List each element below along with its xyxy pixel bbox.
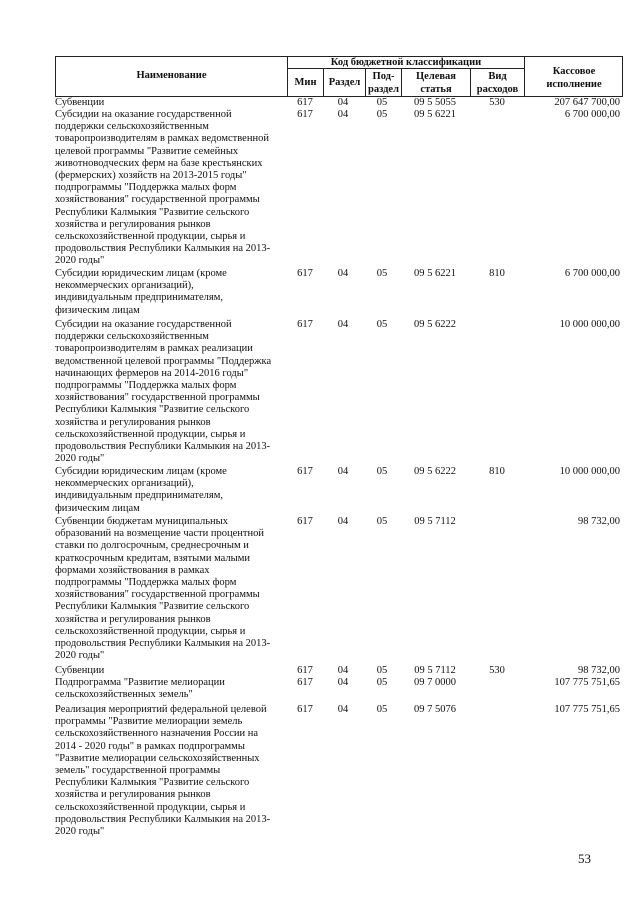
row-name: Реализация мероприятий федеральной целевой программы "Развитие мелиорации земель сельскохозяйственного назначения России на 2014 - 2020 годы" в рамках подпрограммы "Развитие мелиорации сельскохозяйственных земель" государственной программы Республики Калмыкия "Развитие сельского хозяйства и регулирования рынков сельскохозяйственной продукции, сырья и продовольствия Республики Калмыкия на 2013- 2020 годы" — [55, 704, 271, 838]
row-min: 617 — [297, 97, 313, 108]
row-expense-type: 810 — [489, 466, 505, 477]
row-podrazdel: 05 — [376, 268, 388, 279]
row-name: Субсидии юридическим лицам (кроме некоммерческих организаций), индивидуальным предпринимателям, физическим лицам — [55, 268, 227, 316]
row-min: 617 — [297, 466, 313, 477]
row-name: Субвенции — [55, 665, 105, 676]
header-vid — [471, 71, 524, 95]
row-min: 617 — [297, 268, 313, 279]
row-podrazdel: 05 — [376, 466, 388, 477]
header-razdel: Раздел — [328, 77, 361, 88]
header-vid-line2: расходов — [476, 84, 519, 95]
row-razdel: 04 — [337, 109, 349, 120]
row-target-article: 09 5 6221 — [414, 268, 456, 279]
row-min: 617 — [297, 665, 313, 676]
row-razdel: 04 — [337, 677, 349, 688]
row-target-article: 09 5 6222 — [414, 466, 456, 477]
row-amount: 98 732,00 — [578, 665, 620, 676]
row-amount: 6 700 000,00 — [564, 268, 620, 279]
header-name: Наименование — [136, 70, 207, 81]
row-razdel: 04 — [337, 268, 349, 279]
header-amount-line2: исполнение — [546, 79, 602, 90]
header-podrazdel-line1: Под- — [372, 71, 395, 82]
row-min: 617 — [297, 677, 313, 688]
header-stat-line1: Целевая — [416, 71, 456, 82]
row-amount: 107 775 751,65 — [554, 704, 620, 715]
row-razdel: 04 — [337, 665, 349, 676]
row-amount: 98 732,00 — [578, 516, 620, 527]
row-min: 617 — [297, 319, 313, 330]
row-target-article: 09 5 7112 — [414, 665, 456, 676]
row-razdel: 04 — [337, 466, 349, 477]
row-name: Субсидии на оказание государственной поддержки сельскохозяйственным товаропроизводителям в рамках ведомственной целевой программы "Развитие семейных животноводческих ферм на базе крестьянских (фермерских) хозяйств на 2013-2015 годы" подпрограммы "Поддержка малых форм хозяйствования" государственной программы Республики Калмыкия "Развитие сельского хозяйства и регулирования рынков сельскохозяйственной продукции, сырья и продовольствия Республики Калмыкия на 2013- 2020 годы" — [55, 109, 271, 267]
row-podrazdel: 05 — [376, 704, 388, 715]
header-stat — [402, 71, 470, 95]
row-amount: 10 000 000,00 — [559, 466, 620, 477]
header-podrazdel-line2: раздел — [368, 84, 399, 95]
header-min: Мин — [294, 77, 317, 88]
row-razdel: 04 — [337, 516, 349, 527]
row-podrazdel: 05 — [376, 319, 388, 330]
row-razdel: 04 — [337, 97, 349, 108]
row-target-article: 09 7 5076 — [414, 704, 456, 715]
row-podrazdel: 05 — [376, 97, 388, 108]
page-number: 53 — [578, 851, 591, 866]
row-amount: 6 700 000,00 — [564, 109, 620, 120]
row-target-article: 09 5 5055 — [414, 97, 456, 108]
row-podrazdel: 05 — [376, 516, 388, 527]
header-amount — [525, 66, 623, 90]
row-min: 617 — [297, 109, 313, 120]
row-target-article: 09 5 6221 — [414, 109, 456, 120]
header-amount-line1: Кассовое — [552, 66, 596, 77]
header-stat-line2: статья — [420, 84, 452, 95]
row-amount: 107 775 751,65 — [554, 677, 620, 688]
row-target-article: 09 7 0000 — [414, 677, 456, 688]
row-podrazdel: 05 — [376, 665, 388, 676]
row-expense-type: 530 — [489, 97, 505, 108]
row-amount: 10 000 000,00 — [559, 319, 620, 330]
row-podrazdel: 05 — [376, 677, 388, 688]
header-vid-line1: Вид — [488, 71, 507, 82]
row-name: Субвенции — [55, 97, 105, 108]
row-name: Субсидии юридическим лицам (кроме некоммерческих организаций), индивидуальным предпринимателям, физическим лицам — [55, 466, 227, 514]
row-razdel: 04 — [337, 319, 349, 330]
header-podrazdel — [366, 71, 401, 95]
table-header — [55, 56, 623, 97]
row-name: Субвенции бюджетам муниципальных образований на возмещение части процентной ставки по долгосрочным, среднесрочным и краткосрочным кредитам, взятыми малыми формами хозяйствования в рамках подпрограммы "Поддержка малых форм хозяйствования" государственной программы Республики Калмыкия "Развитие сельского хозяйства и регулирования рынков сельскохозяйственной продукции, сырья и продовольствия Республики Калмыкия на 2013- 2020 годы" — [55, 516, 271, 662]
row-razdel: 04 — [337, 704, 349, 715]
row-expense-type: 530 — [489, 665, 505, 676]
row-target-article: 09 5 6222 — [414, 319, 456, 330]
header-code-group: Код бюджетной классификации — [330, 57, 482, 68]
row-target-article: 09 5 7112 — [414, 516, 456, 527]
row-name: Подпрограмма "Развитие мелиорации сельскохозяйственных земель" — [55, 677, 225, 701]
row-name: Субсидии на оказание государственной поддержки сельскохозяйственным товаропроизводителям в рамках реализации ведомственной целевой программы "Поддержка начинающих фермеров на 2014-2016 годы" подпрограммы "Поддержка малых форм хозяйствования" государственной программы Республики Калмыкия "Развитие сельского хозяйства и регулирования рынков сельскохозяйственной продукции, сырья и продовольствия Республики Калмыкия на 2013- 2020 годы" — [55, 319, 272, 465]
row-podrazdel: 05 — [376, 109, 388, 120]
row-expense-type: 810 — [489, 268, 505, 279]
row-min: 617 — [297, 704, 313, 715]
row-amount: 207 647 700,00 — [554, 97, 620, 108]
row-min: 617 — [297, 516, 313, 527]
